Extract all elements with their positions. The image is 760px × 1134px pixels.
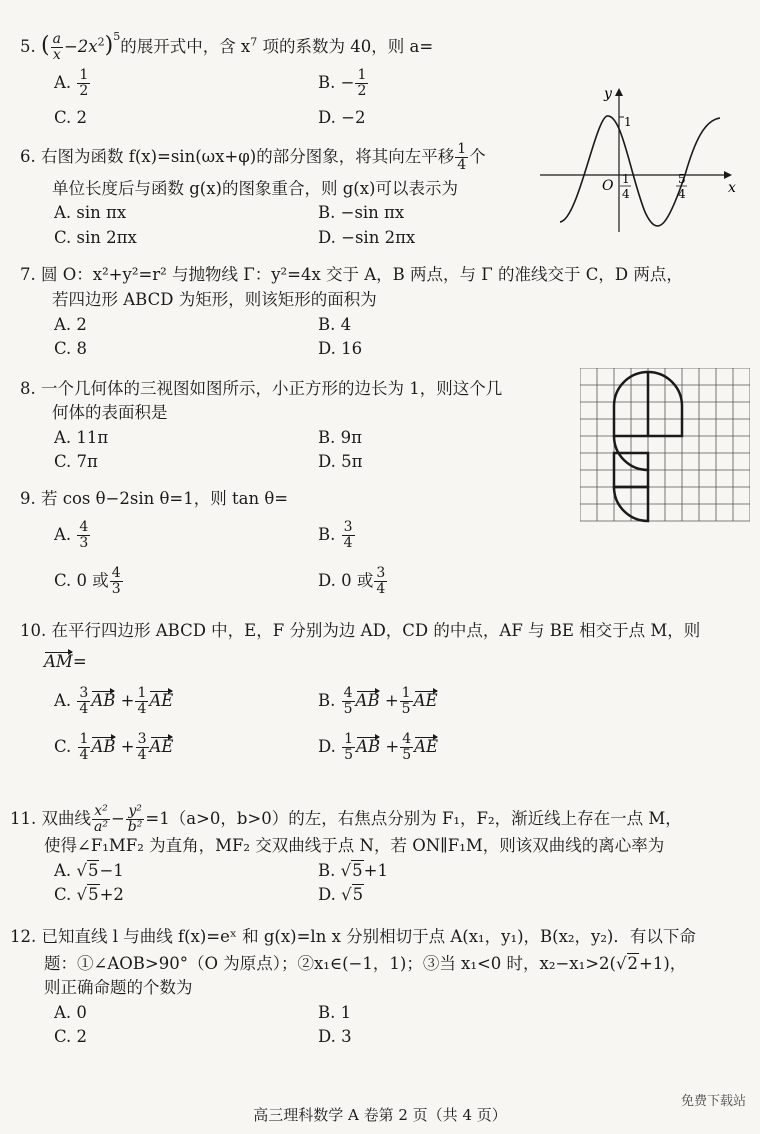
- q9-a-den: 3: [79, 535, 89, 551]
- q10-option-b: [318, 686, 438, 717]
- q9-d-den: 4: [376, 581, 386, 597]
- q5-option-d: D. −2: [318, 108, 366, 127]
- q11-fx-den: a²: [94, 819, 108, 835]
- q7-option-c: C. 8: [54, 339, 88, 358]
- q11-b-sqrt: √: [340, 861, 352, 880]
- q9-option-a: [54, 520, 91, 551]
- q10-b-vec-ab: AB: [355, 691, 380, 710]
- q5-a-label: A.: [54, 73, 72, 92]
- q6-option-a: A. sin πx: [54, 203, 127, 222]
- q6-tick1-num: 1: [622, 172, 630, 186]
- q7-option-b: B. 4: [318, 315, 352, 334]
- q6-x-arrow: [724, 171, 732, 179]
- q11-a-rest: −1: [99, 861, 124, 880]
- q5-frac-den: x: [52, 47, 61, 63]
- q9-b-num: 3: [343, 519, 353, 535]
- q9-option-c: [54, 566, 124, 597]
- q10-c-d1: 4: [79, 747, 89, 763]
- q9-a-label: A.: [54, 525, 72, 544]
- q12-radicand: 2: [627, 954, 638, 973]
- q6-frac-den: 4: [457, 157, 467, 173]
- q11-fy-den: b²: [127, 819, 143, 835]
- q5-number: 5.: [20, 37, 36, 56]
- q9-b-den: 4: [343, 535, 353, 551]
- q5-option-b: [318, 68, 369, 99]
- q11-d-label: D.: [318, 885, 336, 904]
- q8-stem-line1: 8. 一个几何体的三视图如图所示，小正方形的边长为 1，则这个几: [20, 379, 503, 398]
- q12-option-d: D. 3: [318, 1027, 352, 1046]
- q10-c-d2: 4: [137, 747, 147, 763]
- q9-c-den: 3: [111, 581, 121, 597]
- q11-minus: −: [110, 809, 125, 828]
- q5-text2: 项的系数为 40，则 a=: [257, 37, 434, 56]
- q8-option-a: A. 11π: [54, 428, 109, 447]
- q11-stem-line1: [10, 804, 682, 835]
- q6-option-b: B. −sin πx: [318, 203, 405, 222]
- q6-stem-line2: 单位长度后与函数 g(x)的图象重合，则 g(x)可以表示为: [52, 179, 458, 198]
- q10-b-plus: +: [384, 691, 399, 710]
- q10-d-n1: 1: [344, 731, 354, 747]
- q5-a-den: 2: [79, 83, 89, 99]
- q11-stem-line2: 使得∠F₁MF₂ 为直角，MF₂ 交双曲线于点 N，若 ON∥F₁M，则该双曲线的离心率为: [44, 836, 665, 855]
- q6-sine-curve: [560, 116, 720, 226]
- q11-b-radicand: 5: [352, 861, 363, 880]
- q5-b-label: B.: [318, 73, 336, 92]
- q5-sup7: 7: [250, 35, 258, 49]
- q6-option-c: C. sin 2πx: [54, 228, 137, 247]
- q10-a-plus: +: [120, 691, 135, 710]
- page-footer: 高三理科数学 A 卷第 2 页（共 4 页）: [253, 1106, 507, 1124]
- watermark: 免费下载站: [680, 1094, 746, 1109]
- q8-stem-line2: 何体的表面积是: [52, 403, 168, 422]
- q11-fy-num: y²: [126, 804, 145, 820]
- q8-option-d: D. 5π: [318, 452, 363, 471]
- q9-c-label: C. 0 或: [54, 571, 109, 590]
- q11-a-label: A.: [54, 861, 72, 880]
- q10-a-d2: 4: [137, 701, 147, 717]
- q7-stem-line1: 7. 圆 O：x²+y²=r² 与抛物线 Γ：y²=4x 交于 A，B 两点，与 Γ 的准线交于 C，D 两点，: [20, 265, 683, 284]
- q12-text: 题：①∠AOB>90°（O 为原点）；②x₁∈(−1，1)；③当 x₁<0 时，x₂−x₁>2(: [44, 954, 616, 973]
- q10-option-c: [54, 732, 173, 763]
- q12-stem-line1: 12. 已知直线 l 与曲线 f(x)=eˣ 和 g(x)=ln x 分别相切于点 A(x₁，y₁)，B(x₂，y₂)．有以下命: [10, 927, 696, 946]
- q10-option-a: [54, 686, 173, 717]
- q6-stem-line1: [20, 142, 486, 173]
- q10-c-n2: 3: [137, 731, 147, 747]
- q6-text: 6. 右图为函数 f(x)=sin(ωx+φ)的部分图象，将其向左平移: [20, 147, 455, 166]
- q10-vec-am: AM: [44, 652, 73, 671]
- q9-option-d: [318, 566, 388, 597]
- q7-option-a: A. 2: [54, 315, 87, 334]
- q11-c-radicand: 5: [88, 885, 99, 904]
- q5-text: 的展开式中，含 x: [120, 37, 251, 56]
- q6-text-end: 个: [469, 147, 486, 166]
- q11-a-radicand: 5: [87, 861, 99, 880]
- q10-d-d1: 5: [344, 747, 354, 763]
- q9-option-b: [318, 520, 356, 551]
- q10-b-d1: 5: [343, 701, 353, 717]
- q11-option-d: [318, 884, 364, 906]
- q6-x-label: x: [728, 180, 736, 196]
- q5-a-num: 1: [79, 67, 89, 83]
- q11-b-rest: +1: [363, 861, 388, 880]
- q10-c-vec-ab: AB: [91, 737, 116, 756]
- q5-b-sign: −: [340, 73, 355, 92]
- q8-three-view-figure: [580, 368, 750, 526]
- q6-y-label: y: [604, 86, 612, 102]
- q11-d-sqrt: √: [341, 885, 352, 904]
- q12-option-c: C. 2: [54, 1027, 88, 1046]
- q5-option-c: C. 2: [54, 108, 88, 127]
- q5-frac-num: a: [52, 31, 61, 47]
- q5-sup2: 2: [97, 35, 105, 49]
- q5-b-den: 2: [357, 83, 367, 99]
- q12-stem-line2: 题：①∠AOB>90°（O 为原点）；②x₁∈(−1，1)；③当 x₁<0 时，x₂−x₁>2(√2+1)，: [44, 954, 687, 973]
- q10-c-n1: 1: [79, 731, 89, 747]
- q11-c-label: C.: [54, 885, 72, 904]
- q10-d-n2: 4: [402, 731, 412, 747]
- q6-tick2-num: 5: [678, 172, 686, 186]
- q9-d-num: 3: [376, 565, 386, 581]
- q10-b-vec-ae: AE: [413, 691, 438, 710]
- q10-d-plus: +: [385, 737, 400, 756]
- q6-origin-label: O: [602, 178, 614, 194]
- q11-c-rest: +2: [99, 885, 124, 904]
- q5-term: −2x: [63, 37, 98, 56]
- q6-option-d: D. −sin 2πx: [318, 228, 416, 247]
- q8-option-b: B. 9π: [318, 428, 362, 447]
- q11-a-sqrt: √: [76, 861, 87, 880]
- q11-text: =1（a>0，b>0）的左，右焦点分别为 F₁，F₂，渐近线上存在一点 M，: [145, 809, 682, 828]
- q5-stem: 5. ( $\frac{a}{x}$ $-2x^2)^5$的展开式中，含 $x^7$ 项的系数为 40，则 a=: [20, 30, 434, 63]
- q10-b-n2: 1: [401, 685, 411, 701]
- q11-option-b: [318, 860, 388, 882]
- q9-d-label: D. 0 或: [318, 571, 374, 590]
- q6-tick2-den: 4: [678, 187, 686, 201]
- q5-option-a: [54, 68, 91, 99]
- q10-a-vec-ab: AB: [91, 691, 116, 710]
- q10-c-vec-ae: AE: [149, 737, 174, 756]
- q10-d-d2: 5: [402, 747, 412, 763]
- q10-b-n1: 4: [343, 685, 353, 701]
- q10-a-vec-ae: AE: [149, 691, 174, 710]
- q10-a-d1: 4: [79, 701, 89, 717]
- q10-c-plus: +: [120, 737, 135, 756]
- q10-d-vec-ae: AE: [414, 737, 439, 756]
- q6-y-arrow: [615, 88, 623, 96]
- q10-d-label: D.: [318, 737, 336, 756]
- q6-frac-num: 1: [457, 141, 467, 157]
- q8-grid: [580, 368, 750, 521]
- q9-stem: 9. 若 cos θ−2sin θ=1，则 tan θ=: [20, 489, 289, 508]
- q10-b-label: B.: [318, 691, 336, 710]
- q7-option-d: D. 16: [318, 339, 363, 358]
- q11-b-label: B.: [318, 861, 336, 880]
- q10-stem-line2: [44, 651, 87, 673]
- q10-eq: =: [72, 652, 87, 671]
- q12-stem-line3: 则正确命题的个数为: [44, 978, 193, 997]
- q12-option-b: B. 1: [318, 1003, 352, 1022]
- q6-ytick-label: 1: [624, 115, 632, 129]
- q5-b-num: 1: [357, 67, 367, 83]
- q10-stem-line1: 10. 在平行四边形 ABCD 中，E，F 分别为边 AD，CD 的中点，AF 与 BE 相交于点 M，则: [20, 621, 701, 640]
- q10-a-n2: 1: [137, 685, 147, 701]
- q11-fx-num: x²: [92, 804, 110, 820]
- q10-a-label: A.: [54, 691, 72, 710]
- q9-b-label: B.: [318, 525, 336, 544]
- q11-option-a: [54, 860, 124, 882]
- q6-tick1-den: 4: [622, 187, 630, 201]
- q11-c-sqrt: √: [76, 885, 88, 904]
- q12-option-a: A. 0: [54, 1003, 87, 1022]
- q5-sup5: 5: [113, 30, 121, 43]
- q9-c-num: 4: [111, 565, 121, 581]
- q9-a-num: 4: [79, 519, 89, 535]
- q10-d-vec-ab: AB: [356, 737, 381, 756]
- q10-b-d2: 5: [401, 701, 411, 717]
- q7-stem-line2: 若四边形 ABCD 为矩形，则该矩形的面积为: [52, 290, 377, 309]
- q12-text-end: +1)，: [639, 954, 687, 973]
- q11-d-radicand: 5: [352, 885, 364, 904]
- q10-c-label: C.: [54, 737, 72, 756]
- q10-a-n1: 3: [79, 685, 89, 701]
- q10-option-d: [318, 732, 438, 763]
- q11-option-c: [54, 884, 124, 906]
- q6-sine-graph: [540, 80, 740, 238]
- q8-option-c: C. 7π: [54, 452, 98, 471]
- q11-number: 11. 双曲线: [10, 809, 91, 828]
